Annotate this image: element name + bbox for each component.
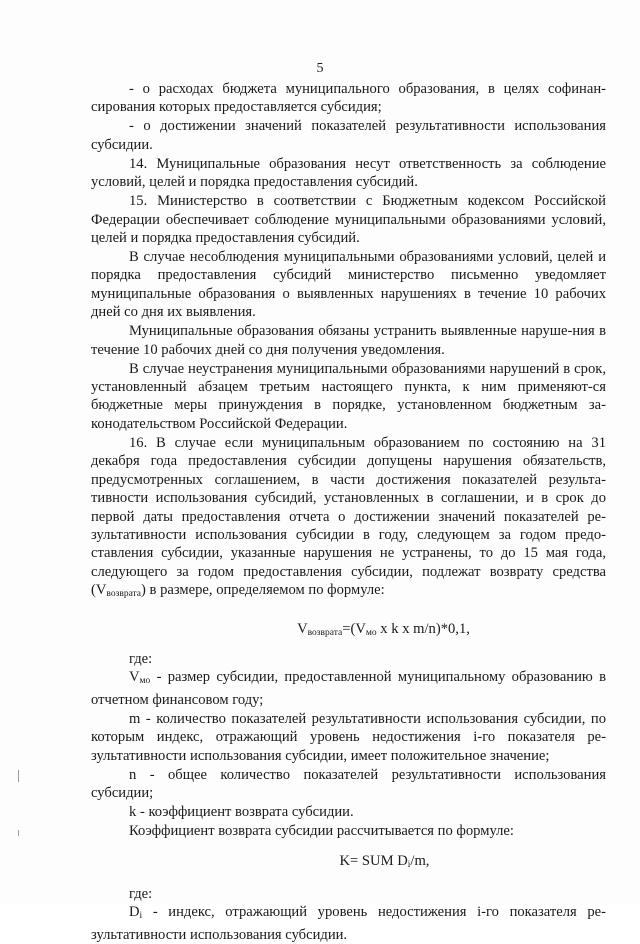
paragraph-16 [91,434,606,604]
formula-return-amount: $V_{возврата}=(V_{мо}$ x k x m/n)*0,1, [297,620,470,638]
scan-artifact [18,830,19,836]
definition-k: k - коэффициент возврата субсидии. [129,803,354,820]
paragraph-obligation-to-fix: Муниципальные образования обязаны устранить выявленные наруше-ния в течение 10 рабочих дней со дня получения уведомления. [91,323,606,358]
paragraph-indicators-achievement: - о достижении значений показателей результативности использования субсидии. [91,118,606,153]
paragraph-14: 14. Муниципальные образования несут ответственность за соблюдение условий, целей и порядка предоставления субсидий. [91,155,606,191]
definition-m: m - количество показателей результативности использования субсидии, по которым индекс, отражающий уровень недостижения i-го показателя ре-зультативности использования субсидии, имеет положительное значение; [91,710,606,764]
paragraph-16-text: 16. В случае если муниципальным образованием по состоянию на 31 декабря года предоставления субсидии допущены нарушения обязательств, предусмотренных соглашением, в части достижения показателей результа-тивности использования субсидий, установленных в соглашении, и в срок до первой даты предоставления отчета о достижении значений показателей ре-зультативности использования субсидии в году, следующем за годом предо-ставления субсидии, указанные нарушения не устранены, то до 15 мая года, следующего за годом предоставления субсидии, подлежат возврату средства [91,434,606,580]
coefficient-intro: Коэффициент возврата субсидии рассчитывается по формуле: [129,822,514,839]
where-label-2: где: [129,885,153,902]
paragraph-enforcement: В случае неустранения муниципальными образованиями нарушений в срок, установленный абзацем третьим настоящего пункта, к ним применяют-ся бюджетные меры принуждения в порядке, установленном бюджетным за-конодательством Российской Федерации. [91,360,606,432]
v-return-subscript: возврата [106,589,142,600]
paragraph-15: 15. Министерство в соответствии с Бюджетным кодексом Российской Федерации обеспечивает соблюдение муниципальными образованиями условий, целей и порядка предоставления субсидий. [91,193,606,247]
formula-coefficient: K= SUM $D_i/m$, [339,853,430,871]
definition-di: $D_i$ - индекс, отражающий уровень недостижения i-го показателя ре-зультативности использования субсидии. [91,904,606,943]
scan-artifact [18,770,19,782]
paragraph-budget-expenses: - о расходах бюджета муниципального образования, в целях софинан-сирования которых предоставляется субсидия; [91,81,606,116]
definition-n: n - общее количество показателей результативности использования субсидии; [91,766,606,801]
document-body [91,80,606,944]
where-label-1: где: [129,650,153,667]
definition-vmo: $V_{мо}$ - размер субсидии, предоставленной муниципальному образованию в отчетном финансовом году; [91,669,606,708]
page-number: 5 [316,61,324,76]
paragraph-16-tail: $(V_{возврата})$ в размере, определяемом по формуле: [91,582,385,600]
paragraph-noncompliance: В случае несоблюдения муниципальными образованиями условий, целей и порядка предоставления субсидий министерство письменно уведомляет муниципальные образования о выявленных нарушениях в течение 10 рабочих дней со дня их выявления. [91,249,606,321]
